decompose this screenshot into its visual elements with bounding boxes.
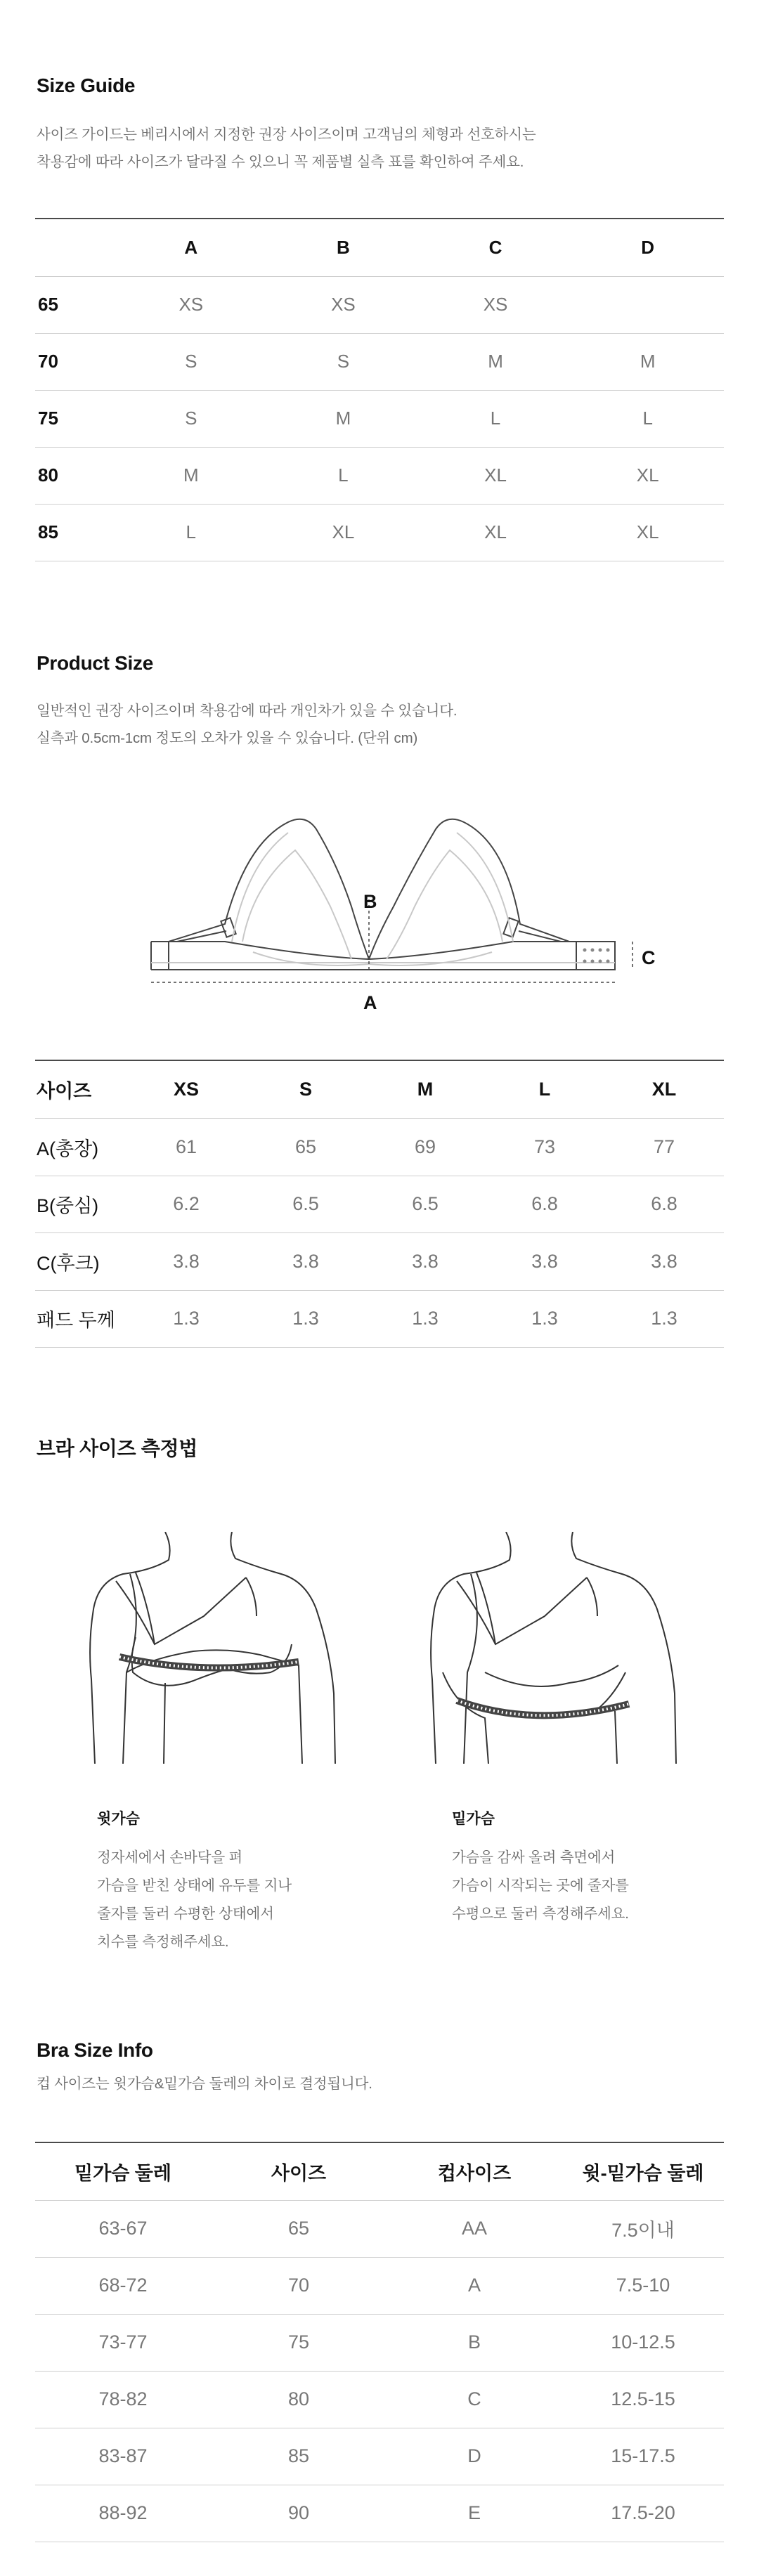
- table-row: [35, 2371, 724, 2428]
- instruction-line: 가슴이 시작되는 곳에 줄자를: [452, 1878, 629, 1894]
- table-cell: 15-17.5: [562, 2428, 724, 2485]
- header-cell: C: [420, 219, 572, 276]
- table-row: [35, 1233, 724, 1291]
- table-row: [35, 333, 724, 390]
- table-cell: 12.5-15: [562, 2371, 724, 2428]
- under-bust-instructions: [452, 1844, 629, 1928]
- bra-size-info-title: Bra Size Info: [37, 2039, 153, 2061]
- bra-size-info-description: 컵 사이즈는 윗가슴&밑가슴 둘레의 차이로 결정됩니다.: [37, 2076, 372, 2092]
- table-row: [35, 2314, 724, 2371]
- bra-size-info-table: [35, 2142, 724, 2542]
- row-header: 80: [35, 447, 115, 504]
- header-cell: S: [246, 1061, 365, 1119]
- table-cell: S: [115, 390, 267, 447]
- table-row: [35, 390, 724, 447]
- table-cell: 68-72: [35, 2257, 211, 2314]
- instruction-line: 수평으로 둘러 측정해주세요.: [452, 1906, 629, 1922]
- instruction-line: 줄자를 둘러 수평한 상태에서: [97, 1906, 274, 1922]
- table-cell: 6.8: [604, 1176, 724, 1233]
- header-cell: 윗-밑가슴 둘레: [562, 2143, 724, 2200]
- table-cell: B: [387, 2314, 562, 2371]
- row-header: 75: [35, 390, 115, 447]
- table-row: [35, 2485, 724, 2542]
- table-row: [35, 447, 724, 504]
- product-size-description: [37, 697, 725, 752]
- table-row: [35, 504, 724, 561]
- row-header: 85: [35, 504, 115, 561]
- table-cell: 77: [604, 1119, 724, 1176]
- table-cell: L: [115, 504, 267, 561]
- table-cell: 80: [211, 2371, 387, 2428]
- table-cell: L: [420, 390, 572, 447]
- upper-bust-instructions: [97, 1844, 292, 1956]
- header-cell: [35, 219, 115, 276]
- bra-measurement-diagram: [141, 801, 661, 1019]
- header-cell: 사이즈: [35, 1061, 126, 1119]
- table-cell: 1.3: [246, 1290, 365, 1348]
- row-header: 패드 두께: [35, 1290, 126, 1348]
- diagram-label-b: B: [363, 891, 377, 912]
- header-cell: 컵사이즈: [387, 2143, 562, 2200]
- measure-title: 브라 사이즈 측정법: [37, 1438, 197, 1459]
- table-cell: S: [115, 333, 267, 390]
- table-cell: S: [267, 333, 420, 390]
- row-header: 65: [35, 276, 115, 333]
- table-cell: 85: [211, 2428, 387, 2485]
- table-header-row: [35, 219, 724, 276]
- upper-bust-caption: [97, 1807, 292, 1956]
- table-row: [35, 1119, 724, 1176]
- table-cell: AA: [387, 2200, 562, 2257]
- table-cell: A: [387, 2257, 562, 2314]
- header-cell: 밑가슴 둘레: [35, 2143, 211, 2200]
- table-cell: 7.5-10: [562, 2257, 724, 2314]
- product-size-table: [35, 1060, 724, 1348]
- table-cell: 1.3: [604, 1290, 724, 1348]
- instruction-line: 치수를 측정해주세요.: [97, 1934, 229, 1950]
- table-cell: 65: [211, 2200, 387, 2257]
- table-row: [35, 2200, 724, 2257]
- table-row: [35, 2257, 724, 2314]
- table-cell: 7.5이내: [562, 2200, 724, 2257]
- table-cell: 73-77: [35, 2314, 211, 2371]
- table-cell: M: [420, 333, 572, 390]
- table-cell: 3.8: [485, 1233, 604, 1291]
- under-bust-title: 밑가슴: [452, 1811, 495, 1827]
- table-cell: XL: [420, 504, 572, 561]
- diagram-label-a: A: [363, 992, 377, 1013]
- row-header: B(중심): [35, 1176, 126, 1233]
- header-cell: D: [571, 219, 724, 276]
- table-cell: L: [571, 390, 724, 447]
- table-cell: XL: [267, 504, 420, 561]
- table-cell: XL: [571, 504, 724, 561]
- header-cell: A: [115, 219, 267, 276]
- product-size-desc-line: 일반적인 권장 사이즈이며 착용감에 따라 개인차가 있을 수 있습니다.: [37, 703, 458, 719]
- header-cell: XS: [126, 1061, 246, 1119]
- table-cell: 3.8: [604, 1233, 724, 1291]
- row-header: 70: [35, 333, 115, 390]
- table-cell: 69: [365, 1119, 485, 1176]
- table-cell: E: [387, 2485, 562, 2542]
- table-cell: 75: [211, 2314, 387, 2371]
- size-guide-desc-line: 착용감에 따라 사이즈가 달라질 수 있으니 꼭 제품별 실측 표를 확인하여 주세요.: [37, 154, 524, 170]
- table-cell: XS: [420, 276, 572, 333]
- table-cell: 6.5: [246, 1176, 365, 1233]
- under-bust-caption: [452, 1807, 629, 1928]
- header-cell: XL: [604, 1061, 724, 1119]
- table-cell: 1.3: [126, 1290, 246, 1348]
- row-header: C(후크): [35, 1233, 126, 1291]
- table-cell: 61: [126, 1119, 246, 1176]
- upper-bust-title: 윗가슴: [97, 1811, 140, 1827]
- table-cell: 10-12.5: [562, 2314, 724, 2371]
- instruction-line: 정자세에서 손바닥을 펴: [97, 1849, 243, 1866]
- product-size-desc-line: 실측과 0.5cm-1cm 정도의 오차가 있을 수 있습니다. (단위 cm): [37, 730, 418, 746]
- header-cell: L: [485, 1061, 604, 1119]
- table-cell: XS: [267, 276, 420, 333]
- table-cell: [571, 276, 724, 333]
- header-cell: M: [365, 1061, 485, 1119]
- table-header-row: [35, 2143, 724, 2200]
- table-cell: 83-87: [35, 2428, 211, 2485]
- instruction-line: 가슴을 감싸 올려 측면에서: [452, 1849, 616, 1866]
- product-size-title: Product Size: [37, 652, 153, 674]
- table-cell: 73: [485, 1119, 604, 1176]
- table-row: [35, 1176, 724, 1233]
- table-row: [35, 276, 724, 333]
- diagram-label-c: C: [642, 947, 656, 968]
- table-cell: 1.3: [365, 1290, 485, 1348]
- table-cell: 3.8: [365, 1233, 485, 1291]
- row-header: A(총장): [35, 1119, 126, 1176]
- table-cell: 78-82: [35, 2371, 211, 2428]
- table-cell: 3.8: [246, 1233, 365, 1291]
- table-cell: 63-67: [35, 2200, 211, 2257]
- table-header-row: [35, 1061, 724, 1119]
- table-cell: 3.8: [126, 1233, 246, 1291]
- table-cell: M: [267, 390, 420, 447]
- table-cell: 6.8: [485, 1176, 604, 1233]
- table-cell: D: [387, 2428, 562, 2485]
- table-cell: 6.2: [126, 1176, 246, 1233]
- table-cell: 65: [246, 1119, 365, 1176]
- size-guide-table: [35, 218, 724, 561]
- size-guide-title: Size Guide: [37, 74, 136, 96]
- table-cell: L: [267, 447, 420, 504]
- table-row: [35, 1290, 724, 1348]
- table-cell: 6.5: [365, 1176, 485, 1233]
- table-cell: 1.3: [485, 1290, 604, 1348]
- table-cell: 70: [211, 2257, 387, 2314]
- table-row: [35, 2428, 724, 2485]
- table-cell: 88-92: [35, 2485, 211, 2542]
- table-cell: M: [115, 447, 267, 504]
- table-cell: 90: [211, 2485, 387, 2542]
- table-cell: XL: [420, 447, 572, 504]
- under-bust-illustration: [429, 1532, 682, 1764]
- upper-bust-illustration: [88, 1532, 341, 1764]
- table-cell: M: [571, 333, 724, 390]
- size-guide-desc-line: 사이즈 가이드는 베리시에서 지정한 권장 사이즈이며 고객님의 체형과 선호하시는: [37, 126, 536, 143]
- instruction-line: 가슴을 받친 상태에 유두를 지나: [97, 1878, 292, 1894]
- header-cell: 사이즈: [211, 2143, 387, 2200]
- table-cell: C: [387, 2371, 562, 2428]
- table-cell: 17.5-20: [562, 2485, 724, 2542]
- size-guide-description: [37, 121, 725, 176]
- table-cell: XS: [115, 276, 267, 333]
- table-cell: XL: [571, 447, 724, 504]
- header-cell: B: [267, 219, 420, 276]
